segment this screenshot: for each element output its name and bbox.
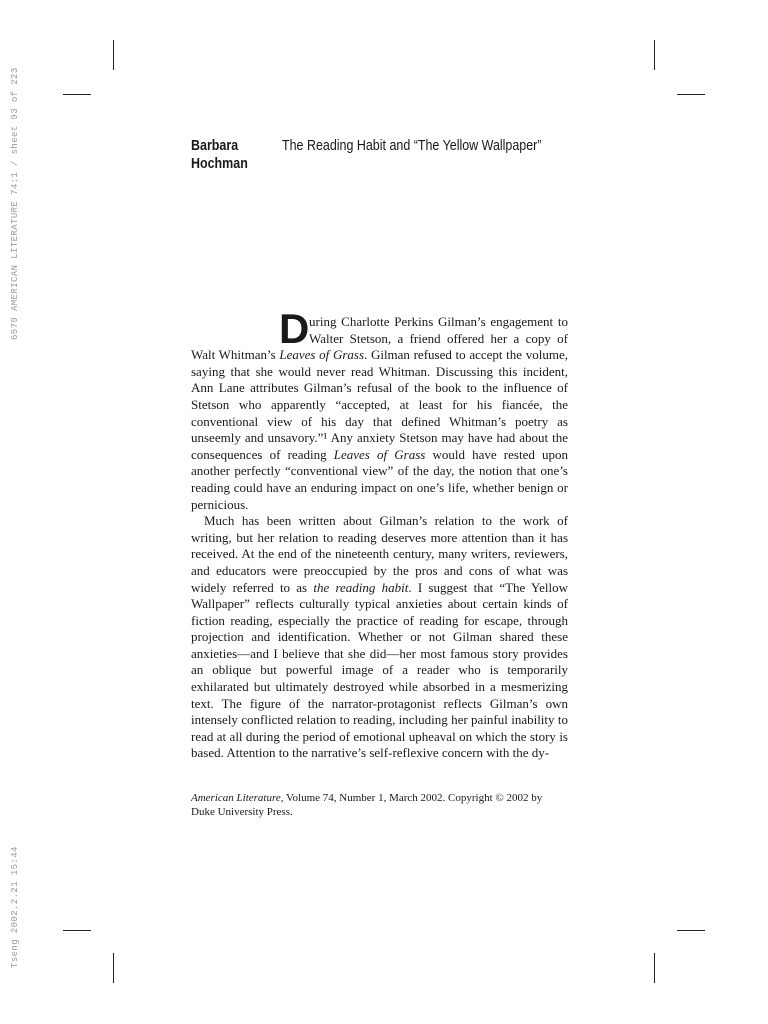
crop-mark xyxy=(654,40,655,70)
printer-slug-top: 6579 AMERICAN LITERATURE 74:1 / sheet 93 of 223 xyxy=(10,67,20,340)
crop-mark xyxy=(63,930,91,931)
paragraph-1-text-b: . Gilman refused to accept the volume, saying that she would never read Whitman. Discussing this incident, Ann Lane attributes Gilman’s refusal of the book to the influence of Stetson who apparently “accepted, at least for his fiancée, the conventional view of his day that defined Whitman’s poetry as unseemly and unsavory.”¹ Any anxiety Stetson may have had about the consequences of reading xyxy=(191,347,568,462)
phrase-reading-habit: the reading habit xyxy=(313,579,409,595)
article-body xyxy=(191,305,569,762)
crop-mark xyxy=(677,94,705,95)
journal-name: American Literature xyxy=(191,792,281,804)
paragraph-2-text-a: Much has been written about Gilman’s relation to the work of writing, but her relation to reading deserves more attention than it has received. At the end of the nineteenth century, many writers, reviewers, and educators were preoccupied by the pros and cons of what was widely referred to as xyxy=(191,513,568,595)
paragraph-1-text-a: Walter Stetson, a friend offered her a copy of Walt Whitman’s xyxy=(191,330,568,363)
footnote-details: , Volume 74, Number 1, March 2002. Copyright © 2002 by Duke University Press. xyxy=(191,792,543,818)
book-title-leaves-of-grass: Leaves of Grass xyxy=(279,347,365,363)
paragraph-2-text-b: . I suggest that “The Yellow Wallpaper” reflects culturally typical anxieties about certain kinds of fiction reading, especially the practice of reading for escape, through projection and identification. Whether or not Gilman shared these anxieties—and I believe that she did—her most famous story provides an oblique but powerful image of a reader who is temporarily exhilarated but ultimately destroyed while absorbed in a mesmerizing text. The figure of the narrator-protagonist reflects Gilman’s own intensely conflicted relation to reading, including her painful inability to read at all during the period of emotional upheaval on which the story is based. Attention to the narrative’s self-reflexive concern with the dy- xyxy=(191,579,569,761)
drop-cap: D xyxy=(279,305,310,352)
paragraph-1-text-c: would have rested upon another perfectly “conventional view” of the day, the notion that one’s reading could have an enduring impact on one’s life, whether benign or pernicious. xyxy=(191,446,568,512)
crop-mark xyxy=(654,953,655,983)
paragraph-2 xyxy=(191,513,568,762)
crop-mark xyxy=(677,930,705,931)
article-title: The Reading Habit and “The Yellow Wallpaper” xyxy=(282,138,542,154)
crop-mark xyxy=(63,94,91,95)
printer-slug-bottom: Tseng 2002.2.21 15:44 xyxy=(10,846,20,968)
crop-mark xyxy=(113,953,114,983)
book-title-leaves-of-grass: Leaves of Grass xyxy=(333,446,426,462)
copyright-footnote xyxy=(191,792,568,819)
crop-mark xyxy=(113,40,114,70)
author-last-name: Hochman xyxy=(191,156,248,172)
paragraph-1-first-line: uring Charlotte Perkins Gilman’s engagement to xyxy=(309,314,568,329)
author-first-name: Barbara xyxy=(191,138,239,154)
paragraph-1 xyxy=(191,305,568,513)
article-author xyxy=(191,137,248,173)
